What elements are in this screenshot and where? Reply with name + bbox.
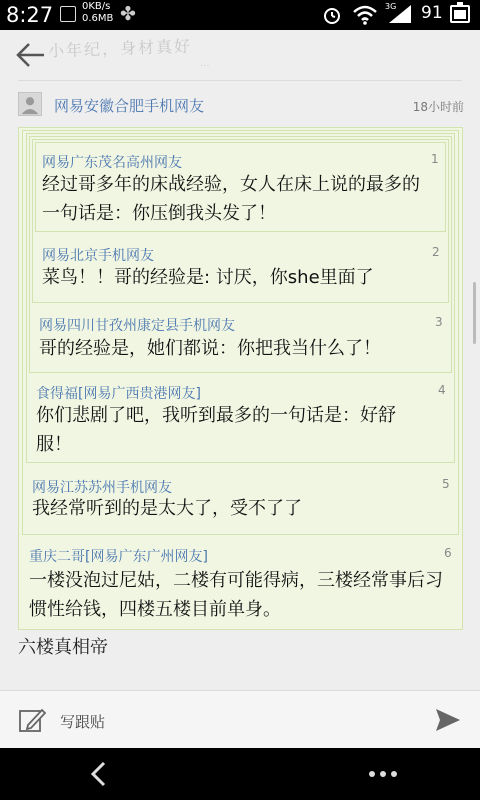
header-faded-title: 小年纪，身材真好 — [47, 36, 193, 61]
quote-user-3[interactable]: 网易四川甘孜州康定县手机网友 — [39, 318, 235, 334]
header-faded-subtitle: ... — [200, 58, 210, 69]
quote-floor-2: 2 — [432, 245, 440, 259]
net-up: 0KB/s — [82, 1, 111, 12]
send-icon[interactable] — [434, 707, 462, 733]
wifi-icon — [352, 4, 378, 26]
reply-text: 六楼真相帝 — [18, 637, 108, 658]
back-arrow-icon[interactable] — [14, 40, 48, 70]
more-icon[interactable] — [368, 770, 398, 778]
net-down: 0.6MB — [82, 13, 114, 24]
scrollbar[interactable] — [473, 282, 476, 344]
quote-floor-4: 4 — [438, 383, 446, 397]
status-bar — [0, 0, 480, 30]
alarm-icon — [322, 5, 342, 25]
quote-user-5[interactable]: 网易江苏苏州手机网友 — [32, 480, 172, 496]
quote-text-6: 一楼没泡过尼姑，二楼有可能得病，三楼经常事后习惯性给钱，四楼五楼目前单身。 — [29, 570, 443, 620]
status-time: 8:27 — [6, 3, 54, 27]
notification-icon — [60, 6, 76, 22]
signal-icon — [389, 5, 413, 23]
quote-text-1: 经过哥多年的床战经验，女人在床上说的最多的一句话是：你压倒我头发了！ — [42, 174, 420, 224]
header-divider — [18, 80, 462, 81]
header — [0, 30, 480, 80]
quote-text-5: 我经常听到的是太大了，受不了了 — [32, 498, 302, 519]
pencil-icon — [18, 707, 46, 733]
network-speed — [82, 1, 113, 25]
poster-name[interactable]: 网易安徽合肥手机网友 — [54, 97, 205, 115]
quote-text-4: 你们悲剧了吧，我听到最多的一句话是：好舒服！ — [36, 405, 396, 455]
battery-level: 91 — [421, 3, 443, 23]
quote-floor-3: 3 — [435, 315, 443, 329]
quote-floor-6: 6 — [444, 546, 452, 560]
reply-input[interactable]: 写跟贴 — [60, 713, 106, 731]
navigation-bar — [0, 748, 480, 800]
reply-input-bar[interactable] — [0, 690, 480, 749]
avatar-icon[interactable] — [18, 92, 42, 116]
quote-text-2: 菜鸟！！哥的经验是: 讨厌，你she里面了 — [42, 267, 374, 288]
battery-icon — [450, 5, 470, 23]
comment-header — [18, 92, 464, 120]
quote-user-4[interactable]: 食得福[网易广西贵港网友] — [36, 386, 201, 402]
nav-back-icon[interactable] — [88, 760, 108, 788]
quote-user-1[interactable]: 网易广东茂名高州网友 — [42, 155, 182, 171]
quote-user-6[interactable]: 重庆二哥[网易广东广州网友] — [29, 549, 208, 565]
quote-floor-5: 5 — [442, 477, 450, 491]
network-type: 3G — [385, 2, 397, 11]
quote-user-2[interactable]: 网易北京手机网友 — [42, 248, 154, 264]
post-time: 18小时前 — [412, 100, 464, 114]
quote-text-3: 哥的经验是，她们都说：你把我当什么了！ — [39, 338, 381, 359]
clover-icon: ✤ — [120, 3, 136, 25]
quote-floor-1: 1 — [431, 152, 439, 166]
